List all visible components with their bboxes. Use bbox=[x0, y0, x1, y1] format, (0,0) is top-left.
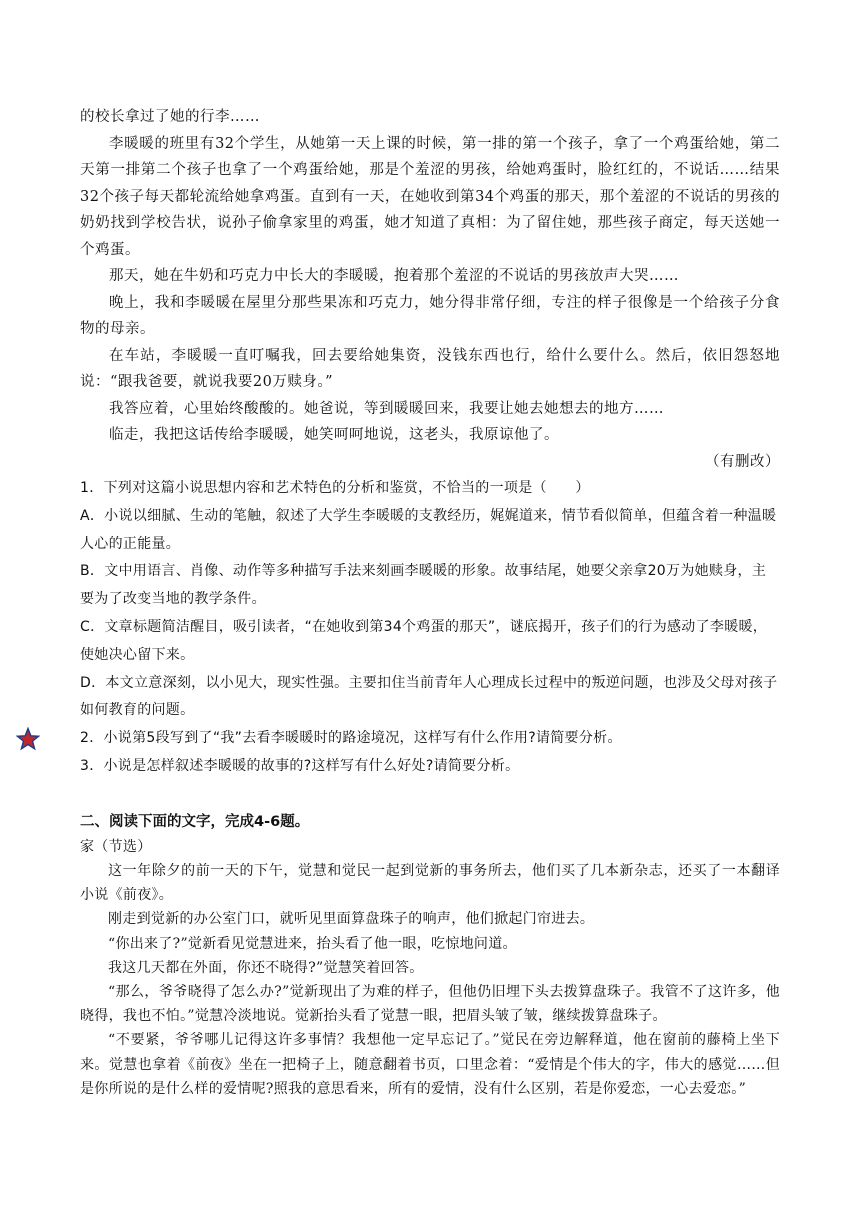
question-2: 2．小说第5段写到了“我”去看李暖暖时的路途境况，这样写有什么作用?请简要分析。 bbox=[80, 730, 622, 747]
option-c: C．文章标题简洁醒目，吸引读者，“在她收到第34个鸡蛋的那天”，谜底揭开，孩子们的行为感动了李暖暖，使她决心留下来。 bbox=[80, 618, 768, 663]
star-icon bbox=[16, 727, 40, 751]
paragraph: 那天，她在牛奶和巧克力中长大的李暖暖，抱着那个羞涩的不说话的男孩放声大哭…… bbox=[109, 268, 679, 284]
source-note: （有删改） bbox=[705, 453, 780, 470]
option-b: B．文中用语言、肖像、动作等多种描写手法来刻画李暖暖的形象。故事结尾，她要父亲拿20万为她赎身，主要为了改变当地的教学条件。 bbox=[80, 563, 767, 608]
option-a: A．小说以细腻、生动的笔触，叙述了大学生李暖暖的支教经历，娓娓道来，情节看似简单，但蕴含着一种温暖人心的正能量。 bbox=[80, 507, 777, 552]
paragraph: “不要紧，爷爷哪儿记得这许多事情？我想他一定早忘记了。”觉民在旁边解释道，他在窗前的藤椅上坐下来。觉慧也拿着《前夜》坐在一把椅子上，随意翻着书页，口里念着：“爱情是个伟大的字，伟大的感觉……但是你所说的是什么样的爱情呢?照我的意思看来，所有的爱情，没有什么区别，若是你爱恋，一心去爱恋。” bbox=[80, 1032, 780, 1097]
option-d: D．本文立意深刻，以小见大，现实性强。主要扣住当前青年人心理成长过程中的叛逆问题，也涉及父母对孩子如何教育的问题。 bbox=[80, 674, 778, 719]
paragraph: 我这几天都在外面，你还不晓得?”觉慧笑着回答。 bbox=[108, 959, 424, 976]
document-page bbox=[80, 104, 780, 1101]
question-3: 3．小说是怎样叙述李暖暖的故事的?这样写有什么好处?请简要分析。 bbox=[80, 757, 520, 774]
paragraph: 临走，我把这话传给李暖暖，她笑呵呵地说，这老头，我原谅他了。 bbox=[109, 427, 559, 443]
passage-title: 家（节选） bbox=[80, 838, 152, 855]
passage-2 bbox=[80, 859, 780, 1101]
paragraph: 晚上，我和李暖暖在屋里分那些果冻和巧克力，她分得非常仔细，专注的样子很像是一个给孩子分食物的母亲。 bbox=[80, 294, 780, 337]
paragraph: 我答应着，心里始终酸酸的。她爸说，等到暖暖回来，我要让她去她想去的地方…… bbox=[109, 400, 664, 417]
paragraph: 的校长拿过了她的行李…… bbox=[80, 109, 260, 125]
paragraph: 在车站，李暖暖一直叮嘱我，回去要给她集资，没钱东西也行，给什么要什么。然后，依旧怨怒地说：“跟我爸要，就说我要20万赎身。” bbox=[80, 347, 780, 390]
questions-block bbox=[80, 475, 780, 781]
paragraph: 李暖暖的班里有32个学生，从她第一天上课的时候，第一排的第一个孩子，拿了一个鸡蛋给她，第二天第一排第二个孩子也拿了一个鸡蛋给她，那是个羞涩的男孩，给她鸡蛋时，脸红红的，不说话……结果32个孩子每天都轮流给她拿鸡蛋。直到有一天，在她收到第34个鸡蛋的那天，那个羞涩的不说话的男孩的奶奶找到学校告状，说孙子偷拿家里的鸡蛋，她才知道了真相：为了留住她，那些孩子商定，每天送她一个鸡蛋。 bbox=[80, 135, 780, 258]
paragraph: “那么，爷爷晓得了怎么办?”觉新现出了为难的样子，但他仍旧埋下头去拨算盘珠子。我管不了这许多，他晓得，我也不怕。”觉慧冷淡地说。觉新抬头看了觉慧一眼，把眉头皱了皱，继续拨算盘珠子。 bbox=[80, 983, 780, 1025]
paragraph: 刚走到觉新的办公室门口，就听见里面算盘珠子的响声，他们掀起门帘进去。 bbox=[108, 911, 595, 928]
passage-1 bbox=[80, 104, 780, 475]
section-heading: 二、阅读下面的文字，完成4-6题。 bbox=[80, 813, 310, 830]
question-1: 1．下列对这篇小说思想内容和艺术特色的分析和鉴赏，不恰当的一项是（ ） bbox=[80, 480, 590, 496]
paragraph: 这一年除夕的前一天的下午，觉慧和觉民一起到觉新的事务所去，他们买了几本新杂志，还买了一本翻译小说《前夜》。 bbox=[80, 862, 780, 904]
paragraph: “你出来了?”觉新看见觉慧进来，抬头看了他一眼，吃惊地问道。 bbox=[108, 935, 517, 952]
